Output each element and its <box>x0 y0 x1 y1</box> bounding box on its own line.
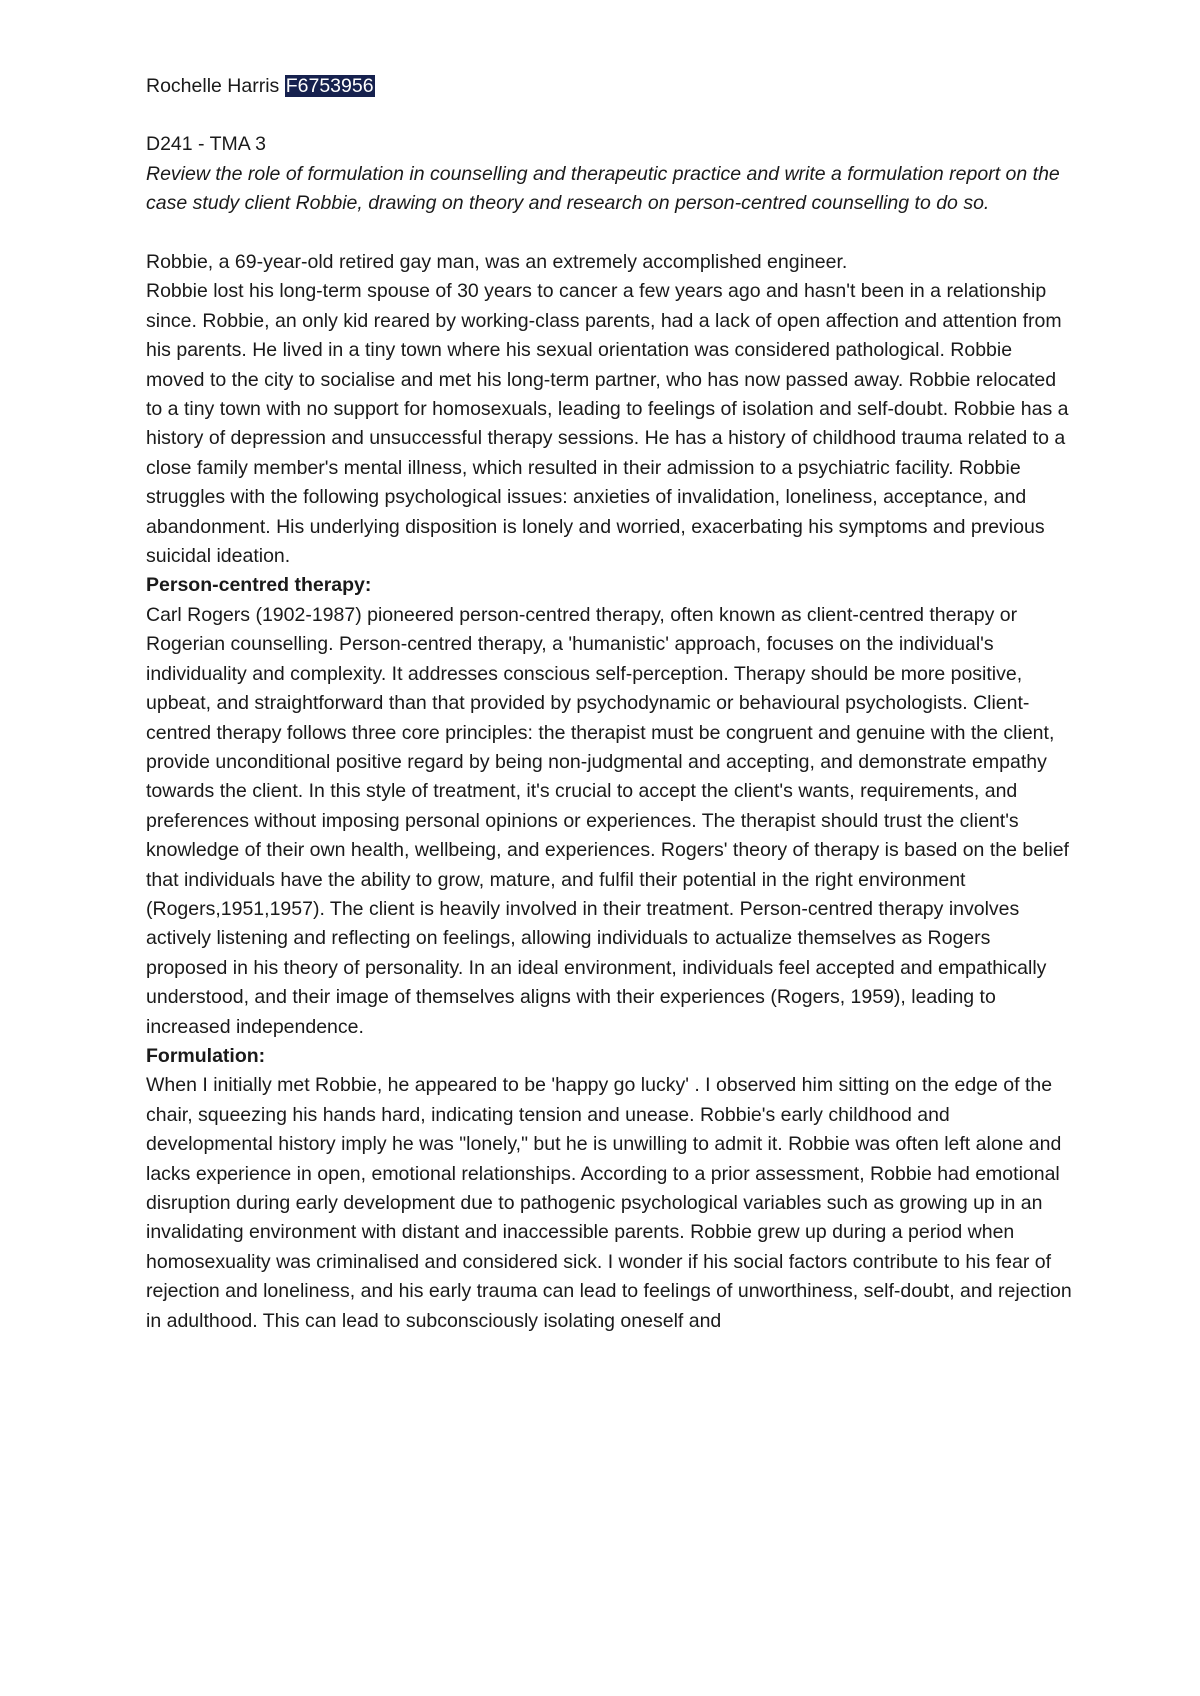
author-line <box>146 72 1076 101</box>
case-intro: Robbie, a 69-year-old retired gay man, was an extremely accomplished engineer. <box>146 251 848 274</box>
student-id-highlighted: F6753956 <box>285 75 374 97</box>
author-name: Rochelle Harris <box>146 75 280 97</box>
formulation-heading: Formulation: <box>146 1044 266 1067</box>
person-centred-heading: Person-centred therapy: <box>146 574 372 597</box>
assignment-question: Review the role of formulation in counselling and therapeutic practice and write a formulation report on the case study client Robbie, drawing on theory and research on person-centred counselling to do so. <box>146 162 1060 215</box>
case-body: Robbie lost his long-term spouse of 30 years to cancer a few years ago and hasn't been in a relationship since. Robbie, an only kid reared by working-class parents, had a lack of open affection and attention from his parents. He lived in a tiny town where his sexual orientation was considered pathological. Robbie moved to the city to socialise and met his long-term partner, who has now passed away. Robbie relocated to a tiny town with no support for homosexuals, leading to feelings of isolation and self-doubt. Robbie has a history of depression and unsuccessful therapy sessions. He has a history of childhood trauma related to a close family member's mental illness, which resulted in their admission to a psychiatric facility. Robbie struggles with the following psychological issues: anxieties of invalidation, loneliness, acceptance, and abandonment. His underlying disposition is lonely and worried, exacerbating his symptoms and previous suicidal ideation. <box>146 280 1069 568</box>
document-content <box>146 72 1076 1336</box>
course-code: D241 - TMA 3 <box>146 133 266 156</box>
person-centred-body: Carl Rogers (1902-1987) pioneered person-centred therapy, often known as client-centred therapy or Rogerian counselling. Person-centred therapy, a 'humanistic' approach, focuses on the individual's individuality and complexity. It addresses conscious self-perception. Therapy should be more positive, upbeat, and straightforward than that provided by psychodynamic or behavioural psychologists. Client-centred therapy follows three core principles: the therapist must be congruent and genuine with the client, provide unconditional positive regard by being non-judgmental and accepting, and demonstrate empathy towards the client. In this style of treatment, it's crucial to accept the client's wants, requirements, and preferences without imposing personal opinions or experiences. The therapist should trust the client's knowledge of their own health, wellbeing, and experiences. Rogers' theory of therapy is based on the belief that individuals have the ability to grow, mature, and fulfil their potential in the right environment (Rogers,1951,1957). The client is heavily involved in their treatment. Person-centred therapy involves actively listening and reflecting on feelings, allowing individuals to actualize themselves as Rogers proposed in his theory of personality. In an ideal environment, individuals feel accepted and empathically understood, and their image of themselves aligns with their experiences (Rogers, 1959), leading to increased independence. <box>146 603 1069 1038</box>
formulation-body: When I initially met Robbie, he appeared to be 'happy go lucky' . I observed him sitting on the edge of the chair, squeezing his hands hard, indicating tension and unease. Robbie's early childhood and developmental history imply he was "lonely," but he is unwilling to admit it. Robbie was often left alone and lacks experience in open, emotional relationships. According to a prior assessment, Robbie had emotional disruption during early development due to pathogenic psychological variables such as growing up in an invalidating environment with distant and inaccessible parents. Robbie grew up during a period when homosexuality was criminalised and considered sick. I wonder if his social factors contribute to his fear of rejection and loneliness, and his early trauma can lead to feelings of unworthiness, self-doubt, and rejection in adulthood. This can lead to subconsciously isolating oneself and <box>146 1074 1072 1332</box>
